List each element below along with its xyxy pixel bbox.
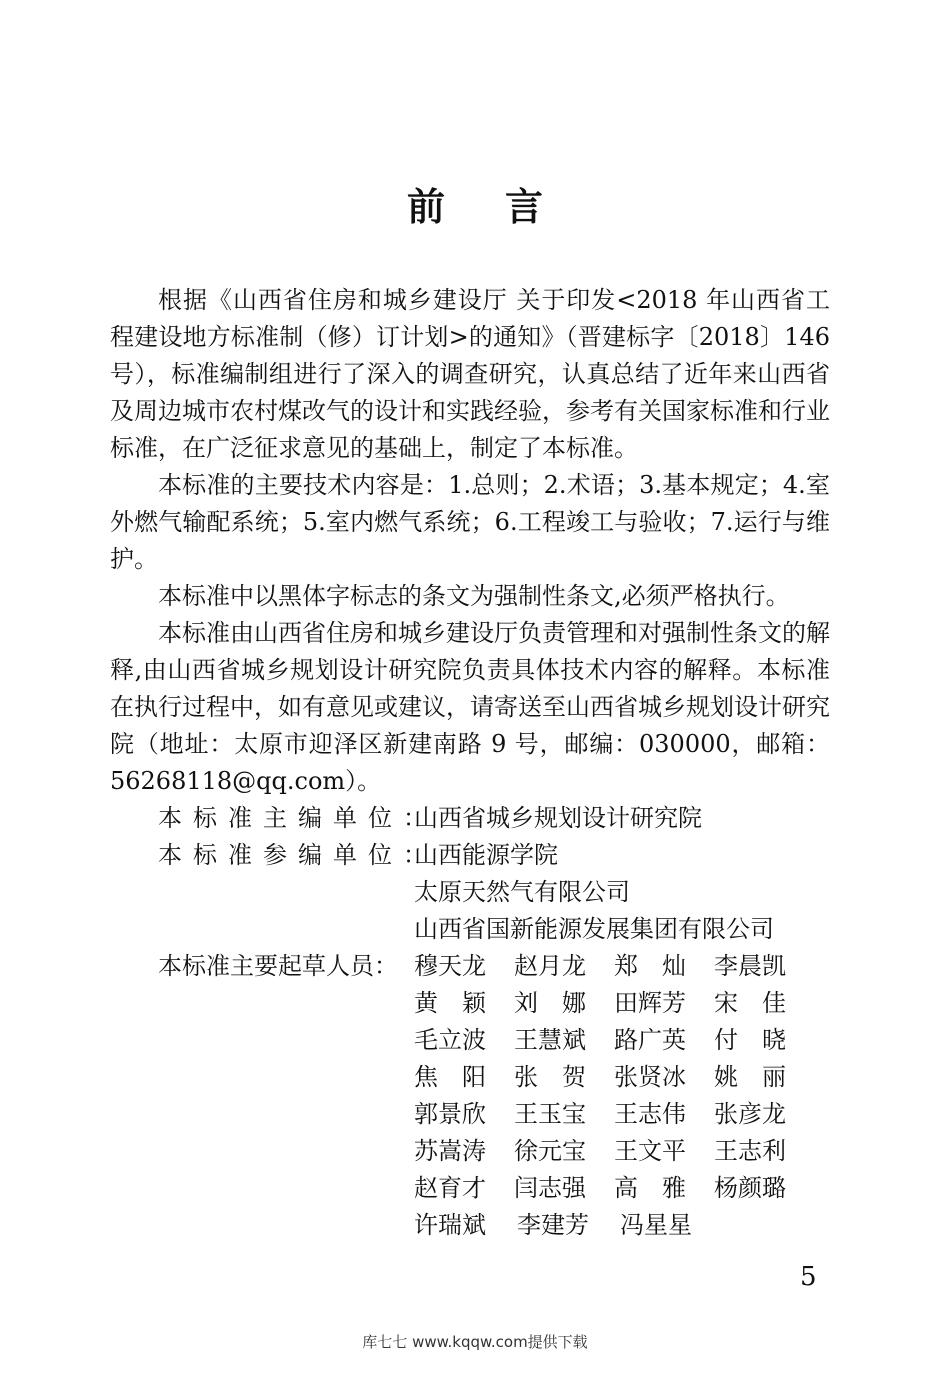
drafter-name: 王玉宝 [514,1100,586,1128]
drafter-name: 高 雅 [614,1174,686,1202]
drafters-line [414,1170,814,1207]
drafter-name: 付 晓 [714,1026,786,1054]
drafter-name: 刘 娜 [514,989,586,1017]
page-number: 5 [800,1262,817,1292]
participant-unit-value: 山西能源学院 [414,841,558,869]
drafter-name: 苏嵩涛 [414,1137,486,1165]
paragraph-contents: 本标准的主要技术内容是：1.总则；2.术语；3.基本规定；4.室外燃气输配系统；5.室内燃气系统；6.工程竣工与验收；7.运行与维护。 [110,471,830,573]
drafter-name: 王志伟 [614,1100,686,1128]
participant-unit-row [110,874,830,911]
participant-unit-row [110,911,830,948]
title-char-2: 言 [505,185,544,229]
title-char-1: 前 [406,185,445,229]
paragraph-management: 本标准由山西省住房和城乡建设厅负责管理和对强制性条文的解释,由山西省城乡规划设计研究院负责具体技术内容的解释。本标准在执行过程中，如有意见或建议，请寄送至山西省城乡规划设计研究院（地址：太原市迎泽区新建南路 9 号，邮编：030000，邮箱：56268118@qq.com）。 [110,619,830,795]
paragraph-mandatory: 本标准中以黑体字标志的条文为强制性条文,必须严格执行。 [158,582,790,610]
drafters-label: 本标准主要起草人员： [158,952,398,980]
participant-unit-value: 太原天然气有限公司 [414,878,630,906]
drafter-name: 郭景欣 [414,1100,486,1128]
drafter-name: 毛立波 [414,1026,486,1054]
drafter-name: 焦 阳 [414,1063,486,1091]
drafter-name: 田辉芳 [614,989,686,1017]
drafters-line [414,985,814,1022]
drafter-name: 穆天龙 [414,952,486,980]
drafter-name: 杨颜璐 [714,1174,786,1202]
drafter-name: 宋 佳 [714,989,786,1017]
drafter-name: 王慧斌 [514,1026,586,1054]
drafter-name: 张 贺 [514,1063,586,1091]
drafters-line [414,1096,814,1133]
chief-unit-label: 本标准主编单位： [158,804,438,832]
drafter-name: 张贤冰 [614,1063,686,1091]
drafter-name: 冯星星 [620,1211,692,1239]
drafter-name: 李建芳 [517,1211,589,1239]
drafters-line [414,1133,814,1170]
drafter-name: 许瑞斌 [414,1211,486,1239]
drafter-name: 郑 灿 [614,952,686,980]
drafters-list [414,948,814,1244]
drafter-name: 姚 丽 [714,1063,786,1091]
drafters-line [414,948,814,985]
drafter-name: 闫志强 [514,1174,586,1202]
drafters-line [414,1059,814,1096]
drafter-name: 赵育才 [414,1174,486,1202]
participant-unit-label: 本标准参编单位： [158,841,438,869]
chief-unit-value: 山西省城乡规划设计研究院 [414,804,702,832]
chief-unit-row [110,800,830,837]
drafter-name: 张彦龙 [714,1100,786,1128]
drafters-line [414,1207,814,1244]
drafter-name: 王志利 [714,1137,786,1165]
drafter-name: 徐元宝 [514,1137,586,1165]
participant-unit-value: 山西省国新能源发展集团有限公司 [414,915,774,943]
drafters-line [414,1022,814,1059]
participant-unit-row [110,837,830,874]
page-title [0,176,950,231]
drafter-name: 赵月龙 [514,952,586,980]
preface-body [110,282,830,800]
paragraph-basis: 根据《山西省住房和城乡建设厅 关于印发<2018 年山西省工程建设地方标准制（修）订计划>的通知》（晋建标字〔2018〕146 号），标准编制组进行了深入的调查研究，认真总结了近年来山西省及周边城市农村煤改气的设计和实践经验，参考有关国家标准和行业标准，在广泛征求意见的基础上，制定了本标准。 [110,286,830,462]
drafter-name: 路广英 [614,1026,686,1054]
drafter-name: 黄 颖 [414,989,486,1017]
drafter-name: 王文平 [614,1137,686,1165]
drafter-name: 李晨凯 [714,952,786,980]
download-footer: 库七七 www.kqqw.com提供下载 [362,1333,588,1351]
